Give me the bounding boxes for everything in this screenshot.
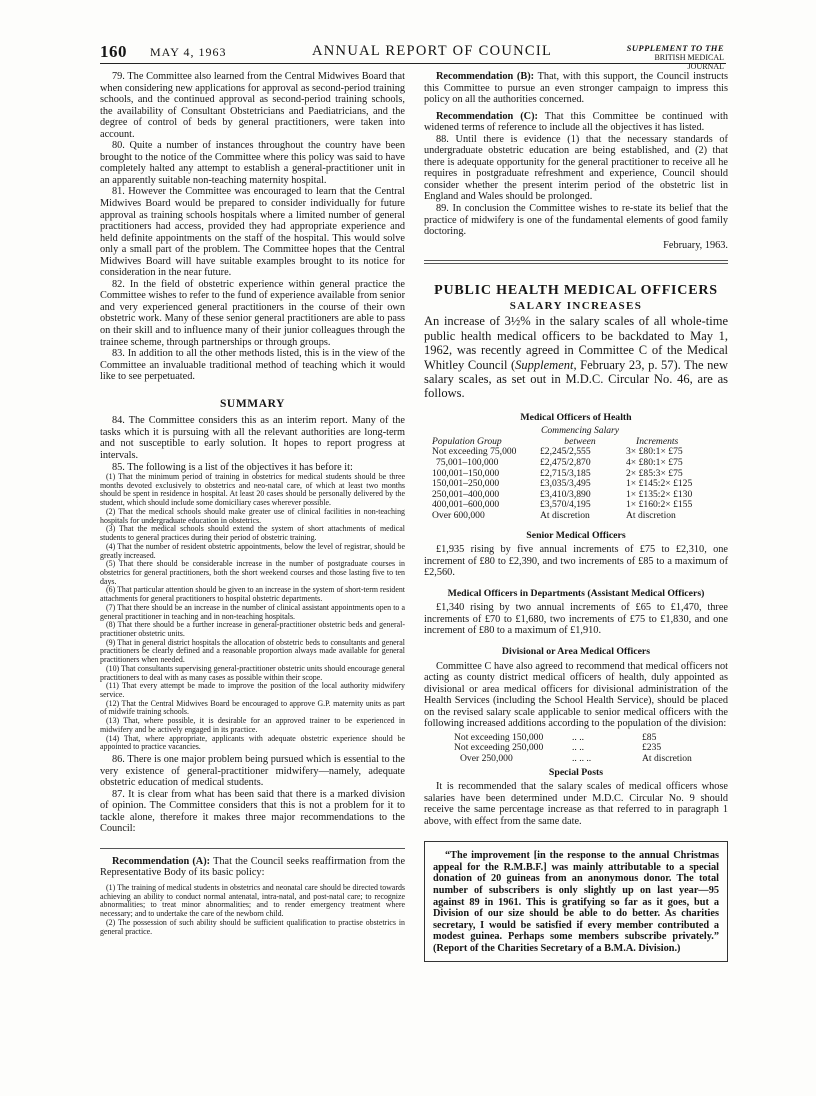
objective-item: (4) That the number of resident obstetric appointments, below the level of registrar, should be greatly increased.: [100, 541, 405, 560]
objective-item: (8) That there should be a further increase in general-practitioner obstetric beds and general-practitioner obstetric units.: [100, 620, 405, 638]
supplement-line-1: SUPPLEMENT TO THE: [626, 43, 724, 53]
objective-item: (12) That the Central Midwives Board be encouraged to approve G.P. maternity units as part of midwife training schools.: [100, 698, 405, 717]
objective-item: (7) That there should be an increase in the number of clinical assistant appointments open to a general practitioner in teaching and in non-teaching hospitals.: [100, 602, 405, 621]
charities-quote-box: [424, 841, 728, 962]
cell-leader: .. ..: [572, 731, 584, 743]
special-text: It is recommended that the salary scales of medical officers whose salaries have been determined under M.D.C. Circular No. 9 should receive the same percentage increase as that referred to in paragraph 1 above, with effect from the same date.: [424, 781, 728, 827]
special-heading: Special Posts: [548, 766, 604, 778]
objectives-list: [100, 473, 405, 752]
objective-item: (1) That the minimum period of training in obstetrics for medical students should be three months devoted exclusively to obstetrics and neo-natal care, of which at least two months should be spent in residence in hospital. At least 20 cases should be personally delivered by the student, which should include some domiciliary cases wherever possible.: [100, 472, 405, 508]
recommendation-a-items: [100, 884, 405, 936]
cell-population: Not exceeding 150,000: [454, 731, 544, 743]
column-header-population: Population Group: [432, 435, 502, 447]
recommendation-a: [100, 856, 405, 879]
paragraph-85: 85. The following is a list of the objectives it has before it:: [112, 461, 353, 473]
cell-increments: At discretion: [626, 510, 676, 522]
cell-increments: 3× £80:1× £75: [626, 446, 683, 458]
divider: [100, 848, 405, 849]
left-column: [100, 71, 405, 936]
mod-text: £1,340 rising by two annual increments of £65 to £1,470, three increments of £70 to £1,680, two increments of £75 to £1,830, and one increment of £80 to a maximum of £1,910.: [424, 602, 728, 637]
cell-amount: At discretion: [642, 753, 692, 765]
cell-salary: £2,715/3,185: [540, 467, 591, 479]
cell-increments: 4× £80:1× £75: [626, 457, 683, 469]
objective-item: (5) That there should be considerable increase in the number of postgraduate courses in obstetrics for general practitioners, both the short weekend courses and those lasting five to ten days.: [100, 559, 405, 586]
cell-increments: 2× £85:3× £75: [626, 467, 683, 479]
recommendation-a-item: (1) The training of medical students in obstetrics and neonatal care should be directed towards achieving an ability to conduct normal antenatal, intra-natal, and post-natal care; to recognize abnormalities; to treat minor abnormalities; and to render emergency treatment where necessary; and to undertake the care of the newborn child.: [100, 882, 405, 919]
recommendation-c: [424, 111, 728, 134]
cell-amount: £85: [642, 731, 657, 743]
paragraph-87: 87. It is clear from what has been said that there is a marked division of opinion. The Committee considers that this is not a problem for it to tackle alone, therefore it makes three major recommendations to the Council:: [100, 788, 405, 835]
objective-item: (11) That every attempt be made to improve the position of the local authority midwifery service.: [100, 681, 405, 700]
table-row: [432, 511, 692, 522]
cell-increments: 1× £160:2× £155: [626, 499, 693, 511]
column-header-salary-2: between: [564, 435, 596, 447]
paragraph-88: 88. Until there is evidence (1) that the necessary standards of undergraduate obstetric education are being established, and (2) that there is adequate opportunity for the general practitioner to receive all he requires in postgraduate refreshment and experience, Council should consider whether the present interim period of the obstetric list in England and Wales should be prolonged.: [424, 133, 728, 203]
summary-heading: SUMMARY: [219, 397, 286, 410]
objective-item: (3) That the medical schools should extend the system of short attachments of medical students to general practices during their period of obstetric training.: [100, 524, 405, 543]
recommendation-c-label: Recommendation (C):: [436, 110, 538, 122]
paragraph-89: 89. In conclusion the Committee wishes to re-state its belief that the practice of midwifery is one of the fundamental elements of good family doctoring.: [424, 203, 728, 238]
div-additions-table: [454, 733, 692, 765]
objective-item: (6) That particular attention should be given to an increase in the system of short-term resident attachments for general practitioners to hospital obstetric departments.: [100, 585, 405, 604]
recommendation-b: [424, 71, 728, 106]
smo-text: £1,935 rising by five annual increments of £75 to £2,310, one increment of £80 to £2,390, and two increments of £85 to a maximum of £2,560.: [424, 544, 728, 579]
moh-salary-table: [432, 426, 692, 521]
column-header-increments: Increments: [636, 435, 679, 447]
paragraph-80: 80. Quite a number of instances throughout the country have been brought to the notice of the Committee where this policy was said to have completely halted any attempt to establish a general-practitioner unit in an apparently suitable non-teaching maternity hospital.: [100, 140, 405, 186]
recommendation-b-label: Recommendation (B):: [436, 71, 535, 82]
paragraph-84: 84. The Committee considers this as an interim report. Many of the tasks which it is pursuing with all the relevant authorities are long-term and not susceptible to early solution. It hopes to report progress at intervals.: [100, 415, 405, 461]
paragraph-82: 82. In the field of obstetric experience within general practice the Committee wishes to refer to the fund of experience available from senior and very experienced general practitioners in the course of their own obstetric work. Many of these senior general practitioners are able to pass on their skill and to influence many of their junior colleagues through the trainee scheme, through partnerships or through groups.: [100, 278, 405, 348]
smo-heading: Senior Medical Officers: [526, 529, 626, 541]
cell-population: 75,001–100,000: [436, 457, 499, 469]
supplement-label: [620, 44, 724, 71]
cell-salary: £3,410/3,890: [540, 488, 591, 500]
cell-population: Over 600,000: [432, 510, 485, 522]
recommendation-a-text: That the Council seeks reaffirmation from the Representative Body of its basic policy:: [100, 855, 406, 879]
issue-date: MAY 4, 1963: [150, 45, 227, 59]
paragraph-83: 83. In addition to all the other methods listed, this is in the view of the Committee an invaluable traditional method of teaching which it would like to see perpetuated.: [100, 348, 405, 383]
cell-population: Over 250,000: [460, 753, 513, 765]
cell-increments: 1× £135:2× £130: [626, 488, 693, 500]
section-subheading: SALARY INCREASES: [509, 299, 643, 312]
intro-text-end: February 23, p. 57). The new salary scales, as set out in M.D.C. Circular No. 46, are as follows.: [424, 357, 728, 401]
cell-population: 150,001–250,000: [432, 478, 500, 490]
charities-quote: “The improvement [in the response to the annual Christmas appeal for the R.M.B.F.] was mainly attributable to a special donation of 20 guineas from an anonymous donor. The total number of subscribers is only slightly up on last year—95 against 89 in 1961. This is gratifying so far as it goes, but a Division of our size should be able to do better. As charities secretary, I would be satisfied if every member contributed a modest guinea. Perhaps some members subscribe privately.” (Report of the Charities Secretary of a B.M.A. Division.): [433, 850, 719, 954]
cell-population: Not exceeding 250,000: [454, 742, 544, 754]
signoff-date: February, 1963.: [663, 239, 728, 251]
cell-salary: £3,035/3,495: [540, 478, 591, 490]
right-column: [424, 71, 728, 962]
cell-leader: .. ..: [572, 742, 584, 754]
section-divider-top: [424, 260, 728, 261]
recommendation-b-text: That, with this support, the Council instructs this Committee to pursue an even stronger campaign to impress this policy on all the authorities concerned.: [424, 71, 728, 106]
intro-paragraph: [424, 314, 728, 400]
table-row: [454, 754, 692, 765]
cell-salary: £3,570/4,195: [540, 499, 591, 511]
supplement-line-2: BRITISH MEDICAL JOURNAL: [654, 53, 724, 71]
cell-salary: At discretion: [540, 510, 590, 522]
objective-item: (9) That in general district hospitals the allocation of obstetric beds to consultants and general practitioners be clearly defined and a reasonable proportion always made available for general practitioners when needed.: [100, 637, 405, 665]
running-title: ANNUAL REPORT OF COUNCIL: [312, 43, 553, 59]
intro-citation: Supplement,: [515, 357, 577, 372]
cell-amount: £235: [642, 742, 662, 754]
paragraph-79: 79. The Committee also learned from the Central Midwives Board that when considering new applications for approval as second-period training schools, and the continued approval as second-period training schools, the availability of Consultant Obstetricians and Paediatricians, and the degree of control of beds by general practitioners, were taken into account.: [100, 71, 405, 140]
moh-heading: Medical Officers of Health: [520, 411, 632, 423]
cell-population: 100,001–150,000: [432, 467, 500, 479]
objective-item: (13) That, where possible, it is desirable for an approved trainer to be experienced in midwifery and be actively engaged in its practice.: [100, 716, 405, 734]
column-header-salary: Commencing Salary: [540, 425, 620, 437]
objective-item: (14) That, where appropriate, applicants with adequate obstetric experience should be appointed to practice vacancies.: [100, 733, 405, 752]
cell-population: Not exceeding 75,000: [432, 446, 517, 458]
div-heading: Divisional or Area Medical Officers: [501, 646, 651, 657]
recommendation-c-text: That this Committee be continued with widened terms of reference to include all the objectives it has listed.: [424, 110, 729, 134]
div-text: Committee C have also agreed to recommend that medical officers not acting as county district medical officers of health, duly appointed as divisional or area medical officers for divisional administration of the Health Services (including the School Health Service), should be placed on the revised salary scale applicable to senior medical officers with the following increased additions according to the population of the division:: [424, 660, 728, 730]
cell-salary: £2,245/2,555: [540, 446, 591, 458]
section-divider-bottom: [424, 263, 728, 264]
cell-salary: £2,475/2,870: [540, 457, 591, 469]
cell-population: 250,001–400,000: [432, 488, 500, 500]
cell-population: 400,001–600,000: [432, 499, 500, 511]
cell-increments: 1× £145:2× £125: [626, 478, 693, 490]
header-rule: [100, 63, 726, 64]
intro-text-start: An increase of 3½% in the salary scales of all whole-time public health medical officers to be backdated to May 1, 1962, was recently agreed in Committee C of the Medical Whitley Council (: [424, 314, 728, 372]
recommendation-a-label: Recommendation (A):: [112, 855, 211, 867]
cell-leader: .. .. ..: [572, 753, 592, 765]
paragraph-86: 86. There is one major problem being pursued which is essential to the very existence of general-practitioner midwifery—namely, adequate obstetric education of medical students.: [100, 754, 405, 789]
paragraph-81: 81. However the Committee was encouraged to learn that the Central Midwives Board would be prepared to consider individually for future approval as training schools hospitals where a limited number of general practitioners had access, provided they had appropriate experience and held definite appointments on the staff of the hospital. This would solve only a small part of the problem. The Committee hopes that the Central Midwives Board will have suitable examples brought to its notice for consideration in the near future.: [100, 186, 405, 279]
recommendation-a-item: (2) The possession of such ability should be sufficient qualification to practise obstetrics in general practice.: [100, 917, 405, 936]
mod-heading: Medical Officers in Departments (Assistant Medical Officers): [447, 587, 705, 599]
objective-item: (2) That the medical schools should make greater use of clinical facilities in non-teaching hospitals for undergraduate education in obstetrics.: [100, 506, 405, 525]
page-number: 160: [100, 42, 127, 61]
section-heading: PUBLIC HEALTH MEDICAL OFFICERS: [434, 283, 718, 299]
objective-item: (10) That consultants supervising general-practitioner obstetric units should encourage general practitioners to deal with as many cases as possible within their scope.: [100, 663, 405, 682]
